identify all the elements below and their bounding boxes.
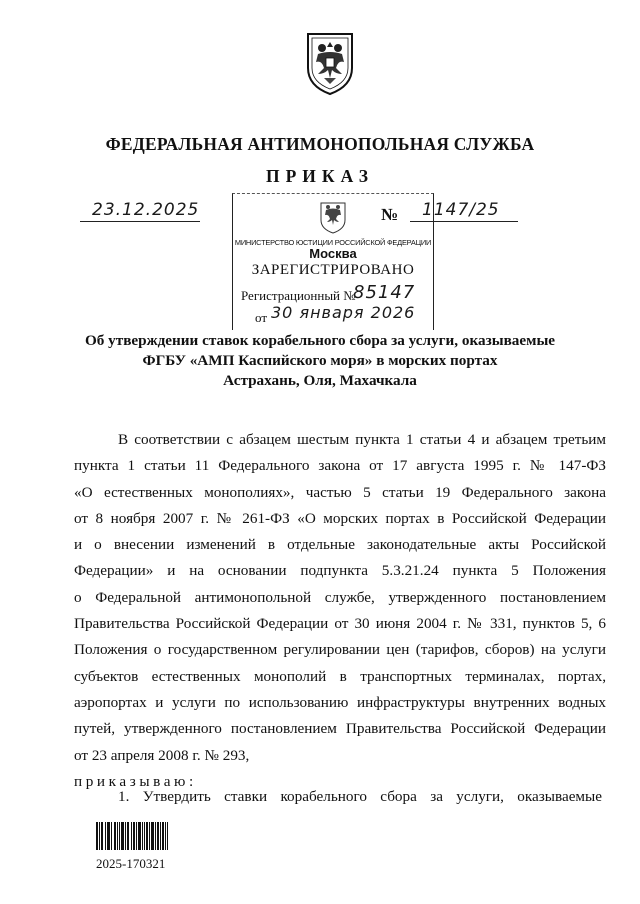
stamp-registered: ЗАРЕГИСТРИРОВАНО [251,262,415,278]
registration-stamp [232,193,434,330]
body-line: аэропортах и услуги по использованию инфраструктуры внутренних водных [74,693,606,711]
order-item-1: 1. Утвердить ставки корабельного сбора за услуги, оказываемые [118,788,602,805]
coat-of-arms-emblem [298,28,362,96]
stamp-reg-number: 85147 [353,282,416,303]
body-line: В соответствии с абзацем шестым пункта 1 статьи 4 и абзацем третьим [118,431,606,448]
subject-line: ФГБУ «АМП Каспийского моря» в морских портах [142,352,498,369]
body-line: Положения о государственном регулировании цен (тарифов, сборов) на услуги [74,641,606,659]
stamp-from-date: 30 января 2026 [271,303,416,322]
date-underline [80,221,200,222]
body-line: от 23 апреля 2008 г. № 293, [74,746,250,764]
document-registration-number: 2025-170321 [96,856,166,871]
body-line: от 8 ноября 2007 г. № 261-ФЗ «О морских портах в Российской Федерации [74,509,606,527]
order-body [74,427,606,795]
body-line: Федерации» и на основании подпункта 5.3.21.24 пункта 5 Положения [74,562,606,580]
stamp-emblem-icon [317,200,349,234]
body-line: о Федеральной антимонопольной службе, утвержденного постановлением [74,588,606,606]
stamp-from-label: от [255,310,268,325]
order-subject [60,331,580,391]
document-type: ПРИКАЗ [265,166,375,186]
stamp-city: Москва [309,246,357,261]
body-line: пункта 1 статьи 11 Федерального закона от 17 августа 1995 г. № 147-ФЗ [74,457,606,475]
body-line: «О естественных монополиях», частью 5 статьи 19 Федерального закона [74,483,606,501]
subject-line: Об утверждении ставок корабельного сбора за услуги, оказываемые [84,332,556,349]
order-number: 1147/25 [422,200,500,220]
number-label: № [381,205,399,224]
barcode-image [96,822,168,850]
order-word: приказываю: [74,772,197,790]
stamp-reg-number-label: Регистрационный № [241,288,356,303]
body-line: Правительства Российской Федерации от 30 июня 2004 г. № 331, пунктов 5, 6 [74,615,606,633]
stamp-ministry: МИНИСТЕРСТВО ЮСТИЦИИ РОССИЙСКОЙ ФЕДЕРАЦИИ [234,238,432,247]
subject-line: Астрахань, Оля, Махачкала [223,372,417,389]
body-line: путей, утвержденного постановлением Правительства Российской Федерации [74,720,606,738]
order-date: 23.12.2025 [92,200,200,220]
body-line: и о внесении изменений в отдельные законодательные акты Российской [74,536,606,554]
agency-name: ФЕДЕРАЛЬНАЯ АНТИМОНОПОЛЬНАЯ СЛУЖБА [105,134,535,154]
body-line: субъектов естественных монополий в транспортных терминалах, портах, [74,667,606,685]
